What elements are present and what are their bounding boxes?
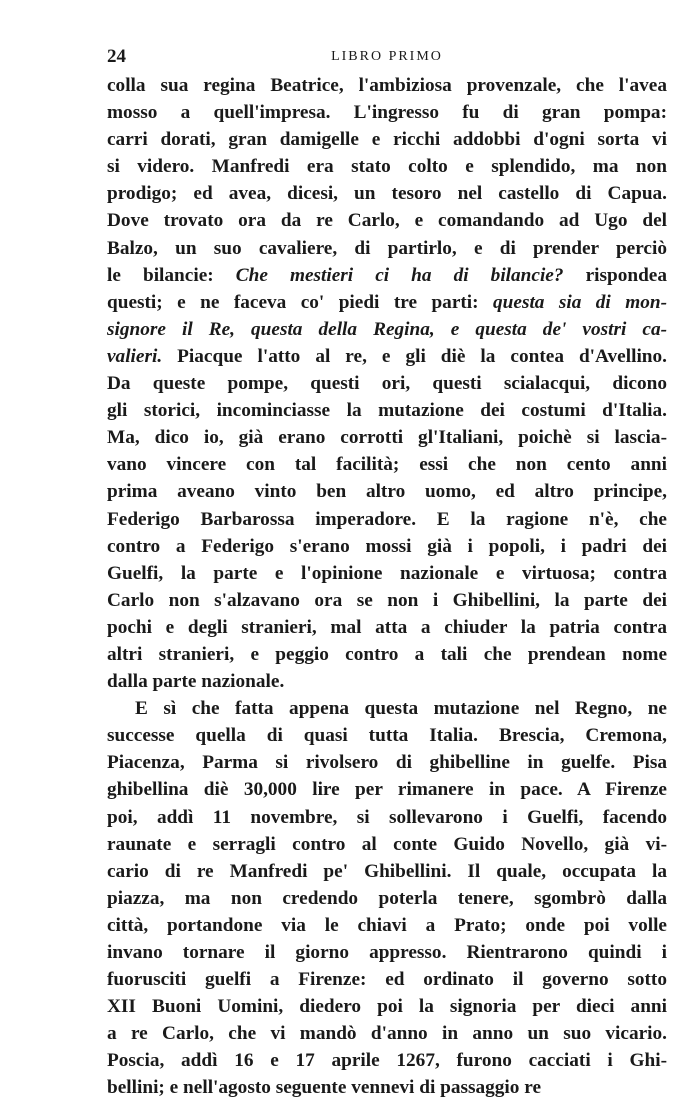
text-line <box>107 1074 667 1101</box>
text-run: contro a Federigo s'erano mossi già i popoli, i padri dei <box>107 535 667 557</box>
text-line <box>107 587 667 614</box>
text-line <box>107 180 667 207</box>
text-line <box>107 804 667 831</box>
text-line <box>107 722 667 749</box>
text-line <box>107 478 667 505</box>
text-line <box>107 424 667 451</box>
text-run: pochi e degli stranieri, mal atta a chiuder la patria contra <box>107 616 667 638</box>
text-run: carri dorati, gran damigelle e ricchi addobbi d'ogni sorta vi <box>107 129 667 151</box>
text-run: rispondea <box>563 264 667 286</box>
text-line <box>107 1047 667 1074</box>
running-head <box>107 40 667 66</box>
text-run: XII Buoni Uomini, diedero poi la signoria per dieci anni <box>107 996 667 1018</box>
text-run: le bilancie: <box>107 264 236 286</box>
text-line <box>107 966 667 993</box>
text-line <box>107 560 667 587</box>
text-line <box>107 99 667 126</box>
text-line <box>107 289 667 316</box>
text-run: Piacque l'atto al re, e gli diè la contea d'Avellino. <box>162 345 667 367</box>
text-run: Da queste pompe, questi ori, questi scialacqui, dicono <box>107 373 667 395</box>
text-line <box>107 451 667 478</box>
text-run: città, portandone via le chiavi a Prato; onde poi volle <box>107 914 667 936</box>
text-line <box>107 235 667 262</box>
text-line <box>107 397 667 424</box>
text-run: colla sua regina Beatrice, l'ambiziosa provenzale, che l'avea <box>107 75 667 96</box>
text-line <box>107 668 667 695</box>
body-text <box>107 72 667 1102</box>
text-run: Piacenza, Parma si rivolsero di ghibelline in guelfe. Pisa <box>107 752 667 774</box>
text-run: gli storici, incominciasse la mutazione dei costumi d'Italia. <box>107 400 667 422</box>
text-line <box>107 749 667 776</box>
text-run: fuorusciti guelfi a Firenze: ed ordinato il governo sotto <box>107 969 667 991</box>
text-line <box>107 506 667 533</box>
text-run: questi; e ne faceva co' piedi tre parti: <box>107 291 494 313</box>
text-run: vano vincere con tal facilità; essi che non cento anni <box>107 454 667 476</box>
page-number: 24 <box>107 46 126 67</box>
text-line <box>107 207 667 234</box>
text-run: Ma, dico io, già erano corrotti gl'Italiani, poichè si lascia- <box>107 427 667 449</box>
text-line <box>107 858 667 885</box>
book-page <box>107 40 667 1102</box>
text-run: raunate e serragli contro al conte Guido Novello, già vi- <box>107 833 667 855</box>
text-line <box>107 316 667 343</box>
italic-text: valieri. <box>107 345 163 367</box>
text-run: piazza, ma non credendo poterla tenere, sgombrò dalla <box>107 887 667 909</box>
running-title: LIBRO PRIMO <box>331 49 443 64</box>
text-run: Carlo non s'alzavano ora se non i Ghibellini, la parte dei <box>107 589 667 611</box>
text-line <box>107 912 667 939</box>
text-run: ghibellina diè 30,000 lire per rimanere in pace. A Firenze <box>107 779 667 801</box>
text-line <box>107 533 667 560</box>
text-line <box>107 831 667 858</box>
text-run: Federigo Barbarossa imperadore. E la ragione n'è, che <box>107 508 667 530</box>
text-run: Dove trovato ora da re Carlo, e comandando ad Ugo del <box>107 210 667 232</box>
text-line <box>107 939 667 966</box>
text-run: Balzo, un suo cavaliere, di partirlo, e di prender perciò <box>107 237 667 259</box>
text-run: si videro. Manfredi era stato colto e splendido, ma non <box>107 156 667 178</box>
text-run: bellini; e nell'agosto seguente vennevi di passaggio re <box>107 1077 542 1099</box>
italic-text: signore il Re, questa della Regina, e questa de' vostri ca- <box>107 318 667 340</box>
text-run: cario di re Manfredi pe' Ghibellini. Il quale, occupata la <box>107 860 667 882</box>
text-run: successe quella di quasi tutta Italia. Brescia, Cremona, <box>107 725 667 747</box>
text-run: E sì che fatta appena questa mutazione nel Regno, ne <box>135 698 667 720</box>
text-run: invano tornare il giorno appresso. Rientrarono quindi i <box>107 942 667 963</box>
text-line <box>107 72 667 99</box>
italic-text: Che mestieri ci ha di bilancie? <box>235 264 564 286</box>
text-run: dalla parte nazionale. <box>107 671 285 693</box>
text-run: poi, addì 11 novembre, si sollevarono i Guelfi, facendo <box>107 806 667 828</box>
text-run: mosso a quell'impresa. L'ingresso fu di gran pompa: <box>107 102 667 124</box>
text-run: Poscia, addì 16 e 17 aprile 1267, furono cacciati i Ghi- <box>107 1050 667 1072</box>
text-run: a re Carlo, che vi mandò d'anno in anno un suo vicario. <box>107 1023 667 1045</box>
text-line <box>107 695 667 722</box>
text-line <box>107 885 667 912</box>
text-line <box>107 262 667 289</box>
text-line <box>107 343 667 370</box>
text-line <box>107 641 667 668</box>
text-run: prodigo; ed avea, dicesi, un tesoro nel castello di Capua. <box>107 183 667 205</box>
text-run: altri stranieri, e peggio contro a tali che prendean nome <box>107 643 667 665</box>
text-line <box>107 993 667 1020</box>
text-run: Guelfi, la parte e l'opinione nazionale e virtuosa; contra <box>107 562 667 584</box>
text-line <box>107 153 667 180</box>
text-line <box>107 776 667 803</box>
text-line <box>107 370 667 397</box>
text-line <box>107 1020 667 1047</box>
italic-text: questa sia di mon- <box>493 291 667 313</box>
text-run: prima aveano vinto ben altro uomo, ed altro principe, <box>107 481 667 503</box>
text-line <box>107 614 667 641</box>
text-line <box>107 126 667 153</box>
